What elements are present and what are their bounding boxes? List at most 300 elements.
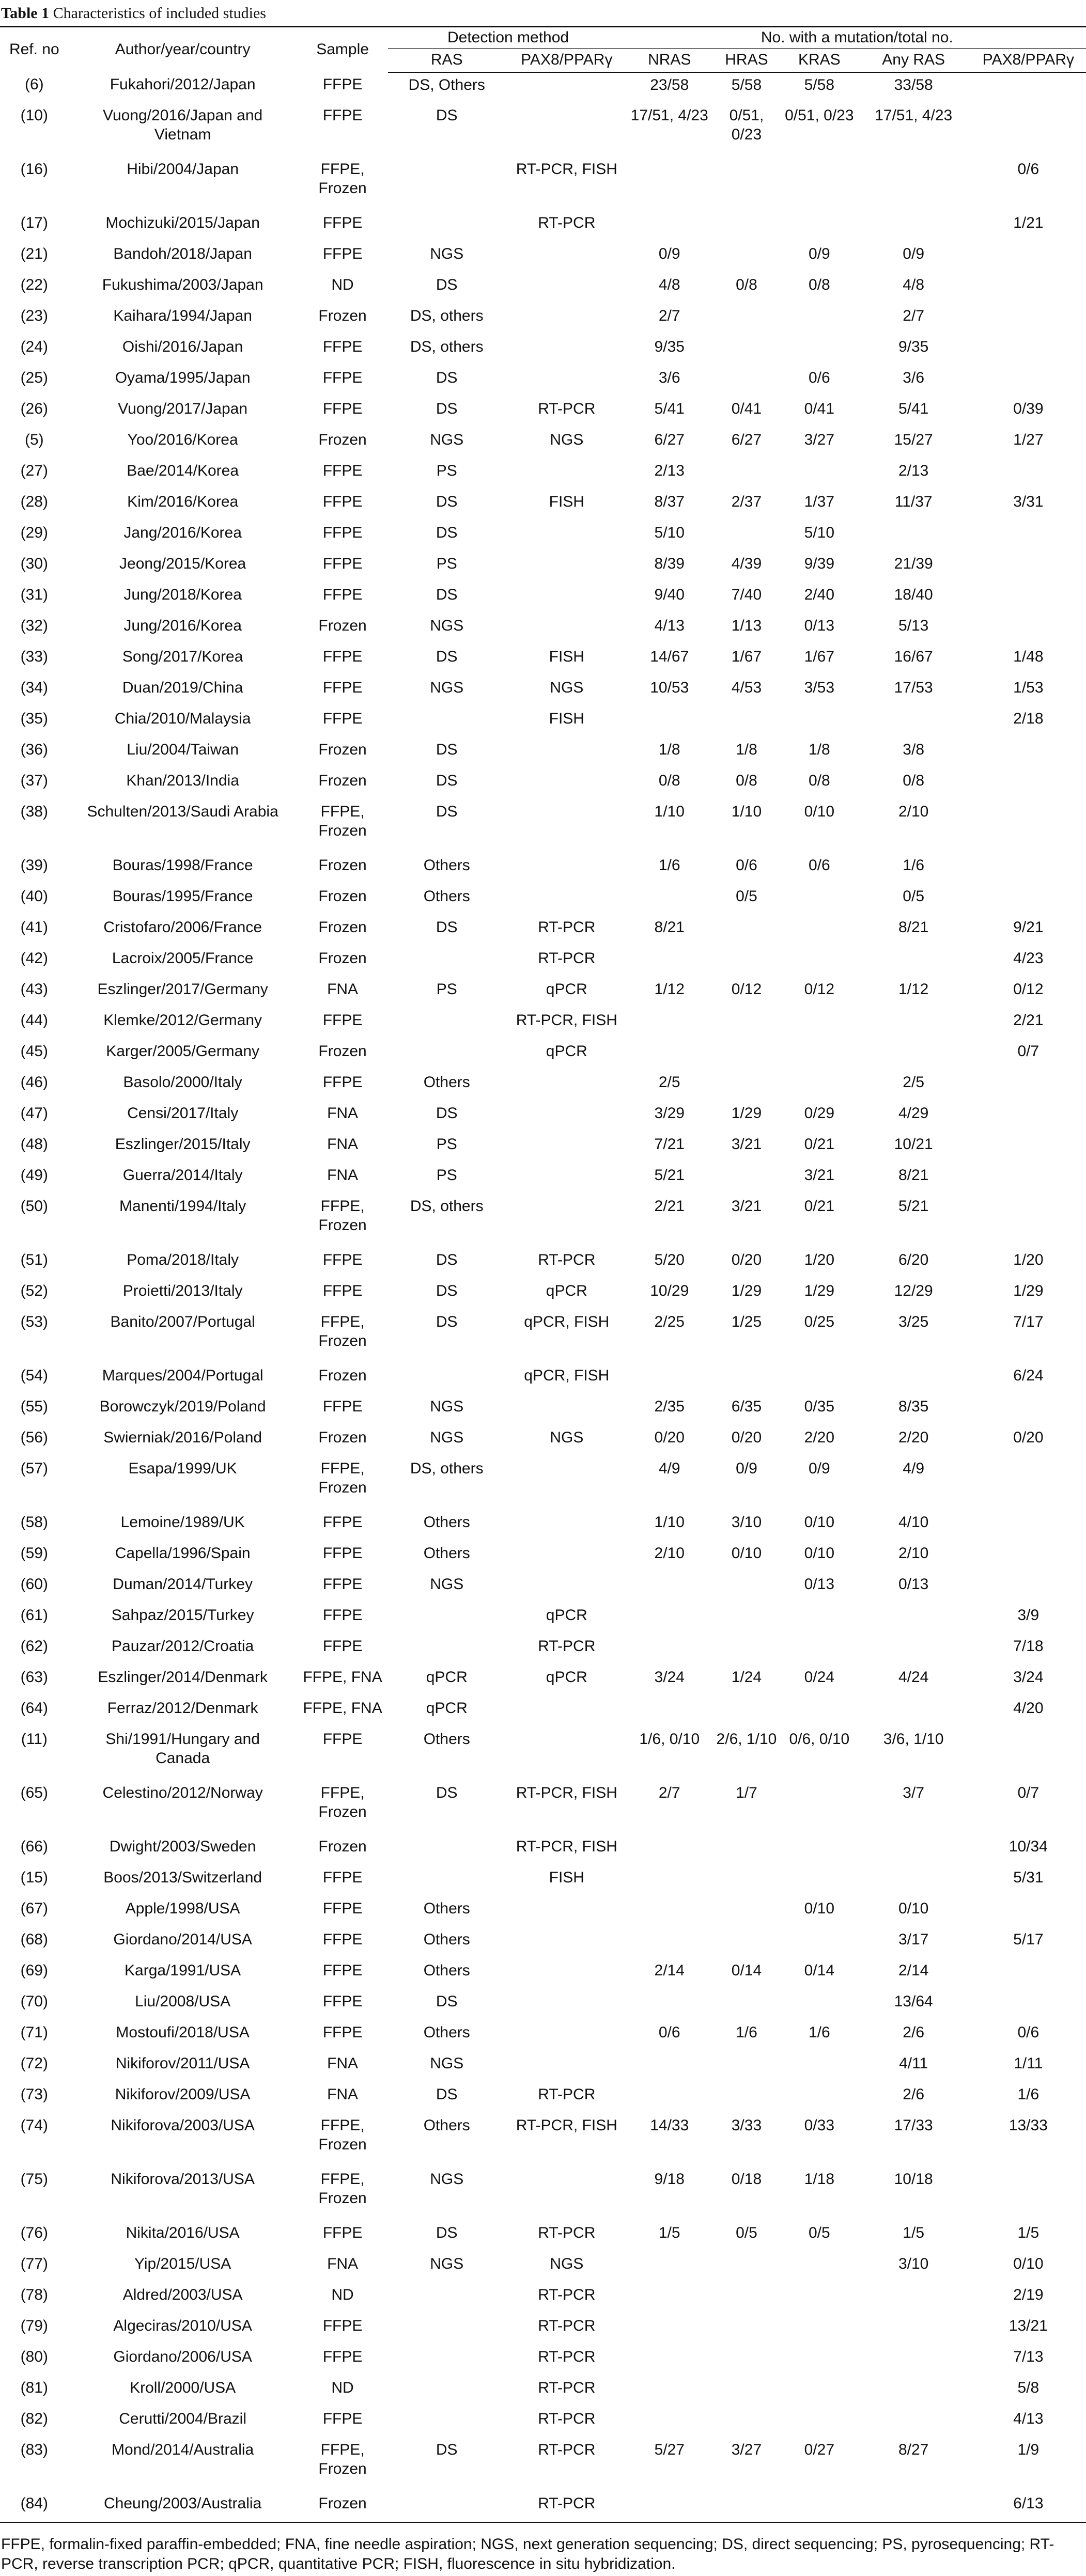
sample-cell: FFPE, Frozen <box>318 1313 367 1349</box>
pax8-cell <box>971 884 1086 915</box>
pax8-cell <box>971 583 1086 614</box>
any-ras-cell: 33/58 <box>894 76 933 93</box>
ref-no-cell: (17) <box>20 214 48 231</box>
pax8-method-cell: FISH <box>549 1868 584 1886</box>
kras-cell: 1/6 <box>808 2023 830 2041</box>
any-ras-cell: 3/25 <box>898 1313 929 1330</box>
any-ras-cell <box>857 157 971 211</box>
any-ras-cell: 0/13 <box>898 1575 929 1593</box>
hras-cell <box>711 1572 782 1603</box>
nras-cell: 1/5 <box>658 2224 680 2241</box>
pax8-cell: 0/6 <box>1017 2023 1040 2041</box>
nras-cell: 0/20 <box>654 1428 685 1446</box>
kras-cell <box>782 335 857 366</box>
pax8-method-cell <box>505 1163 628 1194</box>
hras-cell: 0/12 <box>731 980 762 998</box>
pax8-method-cell: RT-PCR <box>538 2317 596 2334</box>
pax8-method-cell: NGS <box>550 2255 584 2272</box>
table-row <box>0 2113 1086 2167</box>
kras-cell <box>782 2376 857 2407</box>
hras-cell <box>711 1834 782 1865</box>
ras-method-cell: DS, Others <box>408 76 485 93</box>
pax8-cell: 2/19 <box>1013 2286 1044 2303</box>
table-header <box>0 27 1086 72</box>
hras-cell: 3/10 <box>731 1513 762 1531</box>
ref-no-cell: (52) <box>20 1282 48 1299</box>
sample-cell: Frozen <box>318 307 367 324</box>
kras-cell <box>782 1363 857 1394</box>
pax8-cell <box>971 459 1086 490</box>
pax8-cell: 1/9 <box>1017 2441 1040 2458</box>
table-row <box>0 335 1086 366</box>
pax8-cell: 0/20 <box>1013 1428 1044 1446</box>
pax8-method-cell <box>505 583 628 614</box>
pax8-method-cell: RT-PCR <box>538 918 596 936</box>
ref-no-cell: (76) <box>20 2224 48 2241</box>
author-cell: Vuong/2016/Japan and Vietnam <box>103 106 263 143</box>
header-kras: KRAS <box>782 49 857 72</box>
ref-no-cell: (66) <box>20 1837 48 1855</box>
table-row <box>0 614 1086 645</box>
sample-cell: Frozen <box>318 856 367 874</box>
pax8-method-cell: RT-PCR <box>538 2085 596 2103</box>
any-ras-cell: 17/51, 4/23 <box>875 106 953 124</box>
hras-cell <box>711 335 782 366</box>
pax8-cell: 5/31 <box>1013 1868 1044 1886</box>
ref-no-cell: (16) <box>20 160 48 178</box>
nras-cell: 2/25 <box>654 1313 685 1330</box>
pax8-method-cell: RT-PCR <box>538 949 596 967</box>
pax8-method-cell <box>505 1194 628 1248</box>
table-row <box>0 583 1086 614</box>
table-row <box>0 1696 1086 1727</box>
nras-cell <box>628 1039 711 1070</box>
table-row <box>0 2407 1086 2438</box>
nras-cell: 5/20 <box>654 1251 685 1268</box>
table-row <box>0 1194 1086 1248</box>
kras-cell <box>782 211 857 242</box>
sample-cell: FNA <box>327 980 359 998</box>
hras-cell <box>711 1989 782 2020</box>
pax8-cell: 0/10 <box>1013 2255 1044 2272</box>
any-ras-cell: 10/18 <box>894 2170 933 2188</box>
pax8-method-cell: RT-PCR, FISH <box>516 1011 617 1029</box>
ras-method-cell: NGS <box>430 431 464 448</box>
ras-method-cell <box>388 2345 505 2376</box>
author-cell: Eszlinger/2014/Denmark <box>98 1668 268 1686</box>
nras-cell <box>628 706 711 737</box>
kras-cell <box>782 2407 857 2438</box>
sample-cell: Frozen <box>318 431 367 448</box>
kras-cell: 0/10 <box>804 1513 835 1531</box>
nras-cell: 9/40 <box>654 586 685 603</box>
ras-method-cell: DS <box>436 741 458 758</box>
nras-cell: 9/35 <box>654 338 685 355</box>
hras-cell <box>711 1039 782 1070</box>
ras-method-cell: Others <box>423 1930 470 1948</box>
sample-cell: FFPE, FNA <box>303 1668 382 1686</box>
hras-cell: 5/58 <box>731 76 762 93</box>
nras-cell <box>628 157 711 211</box>
ras-method-cell: DS, others <box>410 338 484 355</box>
table-row <box>0 884 1086 915</box>
hras-cell <box>711 1865 782 1896</box>
pax8-cell: 1/20 <box>1013 1251 1044 1268</box>
pax8-method-cell <box>505 1456 628 1510</box>
sample-cell: FFPE <box>322 1730 363 1748</box>
pax8-cell: 6/24 <box>1013 1366 1044 1384</box>
pax8-method-cell: RT-PCR <box>538 1637 596 1655</box>
nras-cell <box>628 2252 711 2283</box>
sample-cell: FFPE <box>322 1637 363 1655</box>
pax8-cell <box>971 1394 1086 1425</box>
ref-no-cell: (28) <box>20 493 48 510</box>
nras-cell <box>628 1696 711 1727</box>
sample-cell: FFPE <box>322 1073 363 1091</box>
pax8-cell <box>971 1070 1086 1101</box>
pax8-cell <box>971 737 1086 768</box>
any-ras-cell: 8/21 <box>898 1166 929 1184</box>
ras-method-cell: DS, others <box>410 1459 484 1477</box>
ras-method-cell: DS <box>436 1992 458 2010</box>
hras-cell: 0/10 <box>731 1544 762 1562</box>
sample-cell: FNA <box>327 1104 359 1122</box>
table-row <box>0 946 1086 977</box>
table-row <box>0 304 1086 335</box>
hras-cell: 1/7 <box>736 1784 757 1801</box>
ref-no-cell: (31) <box>20 586 48 603</box>
hras-cell <box>711 2314 782 2345</box>
kras-cell <box>782 2283 857 2314</box>
ref-no-cell: (50) <box>20 1197 48 1215</box>
hras-cell: 6/27 <box>731 431 762 448</box>
hras-cell: 3/33 <box>731 2116 762 2134</box>
kras-cell: 0/29 <box>804 1104 835 1122</box>
ref-no-cell: (63) <box>20 1668 48 1686</box>
author-cell: Jeong/2015/Korea <box>119 555 246 572</box>
kras-cell <box>782 1634 857 1665</box>
nras-cell <box>628 1865 711 1896</box>
hras-cell: 0/18 <box>731 2170 762 2188</box>
sample-cell: FFPE <box>322 1606 363 1624</box>
nras-cell: 2/5 <box>658 1073 680 1091</box>
author-cell: Sahpaz/2015/Turkey <box>111 1606 254 1624</box>
characteristics-table <box>0 26 1086 2523</box>
table-row <box>0 490 1086 521</box>
ref-no-cell: (48) <box>20 1135 48 1153</box>
ras-method-cell <box>388 2376 505 2407</box>
ras-method-cell: PS <box>436 980 457 998</box>
pax8-method-cell: qPCR, FISH <box>524 1366 610 1384</box>
author-cell: Kaihara/1994/Japan <box>113 307 252 324</box>
pax8-method-cell <box>505 1394 628 1425</box>
table-body <box>0 72 1086 2522</box>
author-cell: Borowczyk/2019/Poland <box>99 1397 266 1415</box>
header-pax8-method: PAX8/PPARγ <box>505 49 628 72</box>
any-ras-cell: 15/27 <box>894 431 933 448</box>
author-cell: Liu/2004/Taiwan <box>127 741 239 758</box>
nras-cell <box>628 2051 711 2082</box>
author-cell: Fukahori/2012/Japan <box>110 75 256 93</box>
any-ras-cell: 12/29 <box>894 1282 933 1299</box>
sample-cell: FFPE, Frozen <box>318 1459 367 1496</box>
any-ras-cell <box>857 2407 971 2438</box>
hras-cell <box>711 946 782 977</box>
ras-method-cell <box>388 157 505 211</box>
nras-cell: 5/21 <box>654 1166 685 1184</box>
sample-cell: FFPE <box>322 369 363 386</box>
nras-cell: 0/9 <box>658 245 680 262</box>
sample-cell: FFPE <box>322 1868 363 1886</box>
author-cell: Oyama/1995/Japan <box>115 369 251 386</box>
ras-method-cell: DS <box>436 648 458 665</box>
pax8-cell: 0/12 <box>1013 980 1044 998</box>
nras-cell: 2/35 <box>654 1397 685 1415</box>
nras-cell: 0/6 <box>658 2023 680 2041</box>
header-sample: Sample <box>297 27 389 72</box>
table-row <box>0 2221 1086 2252</box>
ras-method-cell <box>388 211 505 242</box>
kras-cell <box>782 1781 857 1834</box>
table-row <box>0 2051 1086 2082</box>
pax8-method-cell <box>505 242 628 273</box>
author-cell: Banito/2007/Portugal <box>110 1313 255 1330</box>
sample-cell: Frozen <box>318 949 367 967</box>
ref-no-cell: (46) <box>20 1073 48 1091</box>
hras-cell <box>711 2491 782 2522</box>
ras-method-cell: qPCR <box>426 1699 468 1717</box>
sample-cell: FFPE <box>322 1011 363 1029</box>
author-cell: Esapa/1999/UK <box>128 1459 237 1477</box>
pax8-cell <box>971 1541 1086 1572</box>
nras-cell: 2/7 <box>658 1784 680 1801</box>
pax8-cell: 10/34 <box>1009 1837 1048 1855</box>
table-row <box>0 459 1086 490</box>
author-cell: Pauzar/2012/Croatia <box>112 1637 254 1655</box>
pax8-method-cell: NGS <box>550 431 584 448</box>
any-ras-cell <box>857 211 971 242</box>
ref-no-cell: (61) <box>20 1606 48 1624</box>
hras-cell <box>711 157 782 211</box>
kras-cell <box>782 706 857 737</box>
hras-cell: 1/29 <box>731 1282 762 1299</box>
sample-cell: FFPE, FNA <box>303 1699 382 1717</box>
kras-cell <box>782 1834 857 1865</box>
hras-cell <box>711 1363 782 1394</box>
kras-cell <box>782 1989 857 2020</box>
any-ras-cell: 2/20 <box>898 1428 929 1446</box>
any-ras-cell: 13/64 <box>894 1992 933 2010</box>
table-row <box>0 1425 1086 1456</box>
author-cell: Nikiforov/2009/USA <box>115 2085 251 2103</box>
sample-cell: FFPE <box>322 586 363 603</box>
author-cell: Oishi/2016/Japan <box>122 338 243 355</box>
ref-no-cell: (75) <box>20 2170 48 2188</box>
pax8-method-cell: RT-PCR <box>538 2286 596 2303</box>
kras-cell: 0/13 <box>804 1575 835 1593</box>
pax8-cell <box>971 335 1086 366</box>
nras-cell <box>628 211 711 242</box>
author-cell: Bouras/1995/France <box>112 887 253 905</box>
ref-no-cell: (72) <box>20 2054 48 2072</box>
kras-cell: 0/10 <box>804 803 835 820</box>
author-cell: Jung/2018/Korea <box>123 586 242 603</box>
nras-cell <box>628 884 711 915</box>
ref-no-cell: (42) <box>20 949 48 967</box>
table-row <box>0 1989 1086 2020</box>
ref-no-cell: (54) <box>20 1366 48 1384</box>
nras-cell <box>628 1834 711 1865</box>
any-ras-cell: 3/6, 1/10 <box>883 1730 944 1748</box>
pax8-cell: 1/48 <box>1013 648 1044 665</box>
author-cell: Duan/2019/China <box>122 679 243 696</box>
author-cell: Mochizuki/2015/Japan <box>105 214 260 231</box>
header-hras: HRAS <box>711 49 782 72</box>
author-cell: Basolo/2000/Italy <box>123 1073 242 1091</box>
author-cell: Guerra/2014/Italy <box>122 1166 243 1184</box>
kras-cell <box>782 1603 857 1634</box>
ref-no-cell: (22) <box>20 276 48 293</box>
sample-cell: FFPE <box>322 648 363 665</box>
sample-cell: Frozen <box>318 772 367 789</box>
header-ras-method: RAS <box>388 49 505 72</box>
table-row <box>0 1394 1086 1425</box>
hras-cell <box>711 211 782 242</box>
pax8-method-cell <box>505 1927 628 1958</box>
ras-method-cell: Others <box>423 1899 470 1917</box>
sample-cell: FFPE <box>322 2317 363 2334</box>
author-cell: Bae/2014/Korea <box>127 462 239 479</box>
pax8-cell: 13/33 <box>1009 2116 1048 2134</box>
kras-cell: 0/10 <box>804 1899 835 1917</box>
sample-cell: FFPE <box>322 1397 363 1415</box>
ref-no-cell: (24) <box>20 338 48 355</box>
table-row <box>0 1603 1086 1634</box>
kras-cell <box>782 2491 857 2522</box>
nras-cell: 3/6 <box>658 369 680 386</box>
any-ras-cell: 16/67 <box>894 648 933 665</box>
ras-method-cell: DS <box>436 493 458 510</box>
pax8-cell <box>971 799 1086 853</box>
pax8-cell: 2/18 <box>1013 710 1044 727</box>
ref-no-cell: (35) <box>20 710 48 727</box>
author-cell: Vuong/2017/Japan <box>118 400 248 417</box>
sample-cell: ND <box>331 276 354 293</box>
sample-cell: FFPE <box>322 2410 363 2427</box>
author-cell: Lemoine/1989/UK <box>120 1513 245 1531</box>
pax8-cell <box>971 552 1086 583</box>
kras-cell <box>782 459 857 490</box>
kras-cell: 1/20 <box>804 1251 835 1268</box>
ras-method-cell: DS <box>436 276 458 293</box>
pax8-cell <box>971 72 1086 103</box>
kras-cell: 0/24 <box>804 1668 835 1686</box>
any-ras-cell: 21/39 <box>894 555 933 572</box>
table-row <box>0 1834 1086 1865</box>
ras-method-cell: Others <box>423 2116 470 2134</box>
ref-no-cell: (55) <box>20 1397 48 1415</box>
nras-cell <box>628 1603 711 1634</box>
nras-cell: 14/67 <box>650 648 689 665</box>
table-row <box>0 1727 1086 1781</box>
table-row <box>0 1958 1086 1989</box>
ref-no-cell: (21) <box>20 245 48 262</box>
header-any-ras: Any RAS <box>857 49 971 72</box>
hras-cell: 1/13 <box>731 617 762 634</box>
ras-method-cell: NGS <box>430 1575 464 1593</box>
sample-cell: FFPE <box>322 679 363 696</box>
table-row <box>0 211 1086 242</box>
pax8-method-cell: qPCR <box>546 1668 587 1686</box>
ref-no-cell: (23) <box>20 307 48 324</box>
pax8-cell: 3/31 <box>1013 493 1044 510</box>
pax8-cell <box>971 1989 1086 2020</box>
any-ras-cell: 8/35 <box>898 1397 929 1415</box>
table-row <box>0 552 1086 583</box>
ras-method-cell: qPCR <box>426 1668 468 1686</box>
any-ras-cell: 0/10 <box>898 1899 929 1917</box>
pax8-method-cell: qPCR <box>546 980 587 998</box>
hras-cell: 1/6 <box>736 2023 757 2041</box>
ras-method-cell: PS <box>436 555 457 572</box>
kras-cell <box>782 1696 857 1727</box>
nras-cell: 3/29 <box>654 1104 685 1122</box>
nras-cell: 8/37 <box>654 493 685 510</box>
hras-cell <box>711 366 782 397</box>
sample-cell: FFPE <box>322 710 363 727</box>
author-cell: Schulten/2013/Saudi Arabia <box>87 803 278 820</box>
pax8-cell: 13/21 <box>1009 2317 1048 2334</box>
hras-cell: 4/53 <box>731 679 762 696</box>
pax8-cell: 7/13 <box>1013 2348 1044 2365</box>
sample-cell: FNA <box>327 2085 359 2103</box>
ref-no-cell: (27) <box>20 462 48 479</box>
pax8-method-cell: RT-PCR <box>538 2348 596 2365</box>
pax8-method-cell <box>505 2167 628 2221</box>
table-row <box>0 2314 1086 2345</box>
author-cell: Yoo/2016/Korea <box>127 431 238 448</box>
table-row <box>0 521 1086 552</box>
hras-cell: 0/5 <box>736 887 757 905</box>
table-row <box>0 1865 1086 1896</box>
header-pax8: PAX8/PPARγ <box>971 49 1086 72</box>
sample-cell: FFPE <box>322 1575 363 1593</box>
ref-no-cell: (84) <box>20 2494 48 2512</box>
ras-method-cell: DS <box>436 1104 458 1122</box>
pax8-cell <box>971 273 1086 304</box>
pax8-cell <box>971 1101 1086 1132</box>
pax8-cell <box>971 2167 1086 2221</box>
any-ras-cell: 2/10 <box>898 803 929 820</box>
pax8-cell: 9/21 <box>1013 918 1044 936</box>
ras-method-cell: PS <box>436 1135 457 1153</box>
hras-cell <box>711 1896 782 1927</box>
header-mutation-count: No. with a mutation/total no. <box>628 27 1086 49</box>
ras-method-cell: Others <box>423 1730 470 1748</box>
sample-cell: FNA <box>327 1166 359 1184</box>
kras-cell: 0/51, 0/23 <box>785 106 854 124</box>
hras-cell <box>711 2376 782 2407</box>
table-footnote: FFPE, formalin-fixed paraffin-embedded; FNA, fine needle aspiration; NGS, next generation sequencing; DS, direct sequencing; PS, pyrosequencing; RT-PCR, reverse transcription PCR; qPCR, quantitative PCR; FISH, fluorescence in situ hybridization. <box>1 2536 1054 2572</box>
nras-cell: 8/21 <box>654 918 685 936</box>
sample-cell: FFPE <box>322 1251 363 1268</box>
pax8-method-cell <box>505 1896 628 1927</box>
table-row <box>0 1665 1086 1696</box>
ras-method-cell: DS <box>436 106 458 124</box>
kras-cell <box>782 1039 857 1070</box>
pax8-cell: 7/18 <box>1013 1637 1044 1655</box>
table-row <box>0 72 1086 103</box>
